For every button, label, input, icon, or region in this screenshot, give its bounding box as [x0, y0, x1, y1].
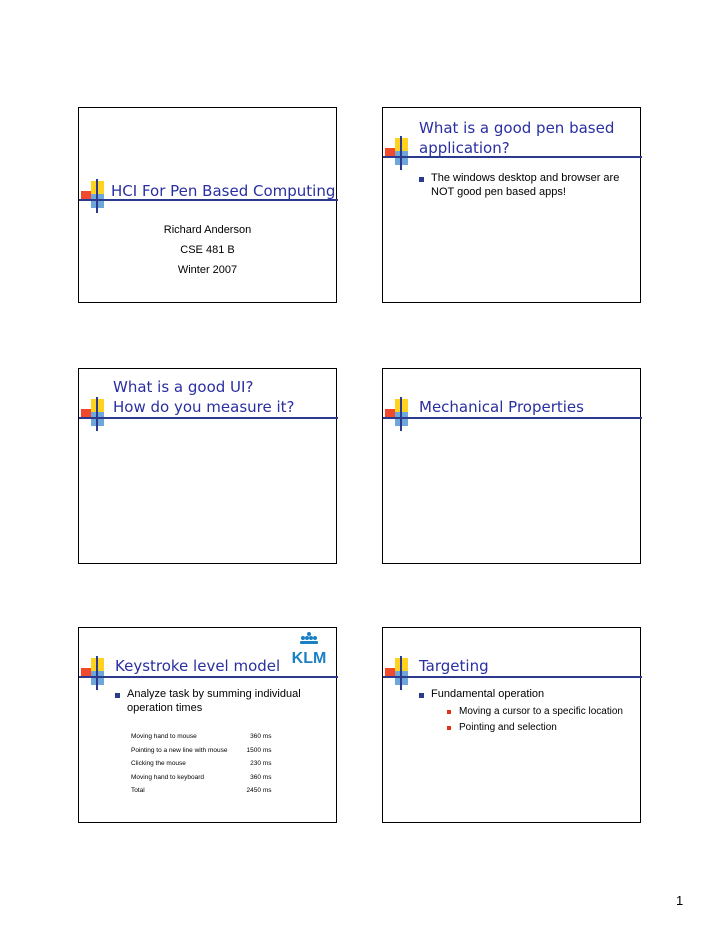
table-row — [131, 730, 271, 744]
slide-3 — [78, 368, 337, 564]
svg-text:KLM: KLM — [291, 650, 327, 667]
slide-decoration — [383, 138, 423, 188]
slide-title: Keystroke level model — [115, 657, 281, 675]
slide-4 — [382, 368, 641, 564]
operation-label: Moving hand to mouse — [131, 733, 197, 741]
slide-title: Targeting — [419, 657, 489, 675]
bullet-item: The windows desktop and browser are NOT good pen based apps! — [419, 171, 629, 199]
operation-label: Moving hand to keyboard — [131, 773, 204, 781]
bullet-list — [419, 171, 629, 199]
operation-label: Pointing to a new line with mouse — [131, 746, 228, 754]
klm-logo — [285, 629, 333, 667]
bullet-list — [419, 687, 634, 736]
table-row — [131, 744, 271, 758]
slide-decoration — [79, 658, 119, 708]
sub-bullet-item: Pointing and selection — [447, 720, 634, 736]
table-row — [131, 771, 271, 785]
page-number: 1 — [676, 893, 684, 908]
sub-bullet-item: Moving a cursor to a specific location — [447, 704, 634, 720]
bullet-item — [419, 687, 634, 736]
operation-time: 360 ms — [250, 773, 272, 781]
slide-2 — [382, 107, 641, 303]
operation-label: Clicking the mouse — [131, 760, 186, 768]
keystroke-table — [131, 730, 271, 798]
operation-time: 230 ms — [250, 760, 272, 768]
sub-bullet-list — [431, 704, 634, 736]
table-row — [131, 784, 271, 798]
slide-decoration — [383, 399, 423, 449]
slide-1 — [78, 107, 337, 303]
operation-time: 2450 ms — [246, 787, 272, 795]
operation-time: 360 ms — [250, 733, 272, 741]
bullet-text: Fundamental operation — [431, 688, 545, 700]
slide-6 — [382, 627, 641, 823]
course-code: CSE 481 B — [180, 244, 235, 256]
author-name: Richard Anderson — [163, 224, 252, 236]
slide-title: What is a good UI? How do you measure it? — [113, 378, 295, 416]
slide-decoration — [383, 658, 423, 708]
term: Winter 2007 — [177, 264, 238, 276]
slide-5 — [78, 627, 337, 823]
slide-title: Mechanical Properties — [419, 398, 584, 416]
operation-label: Total — [131, 787, 145, 795]
bullet-item: Analyze task by summing individual operation times — [115, 687, 315, 715]
bullet-list — [115, 687, 315, 715]
operation-time: 1500 ms — [246, 746, 272, 754]
slide-title: HCI For Pen Based Computing — [111, 182, 336, 200]
slide-title: What is a good pen based application? — [419, 119, 615, 157]
table-row — [131, 757, 271, 771]
